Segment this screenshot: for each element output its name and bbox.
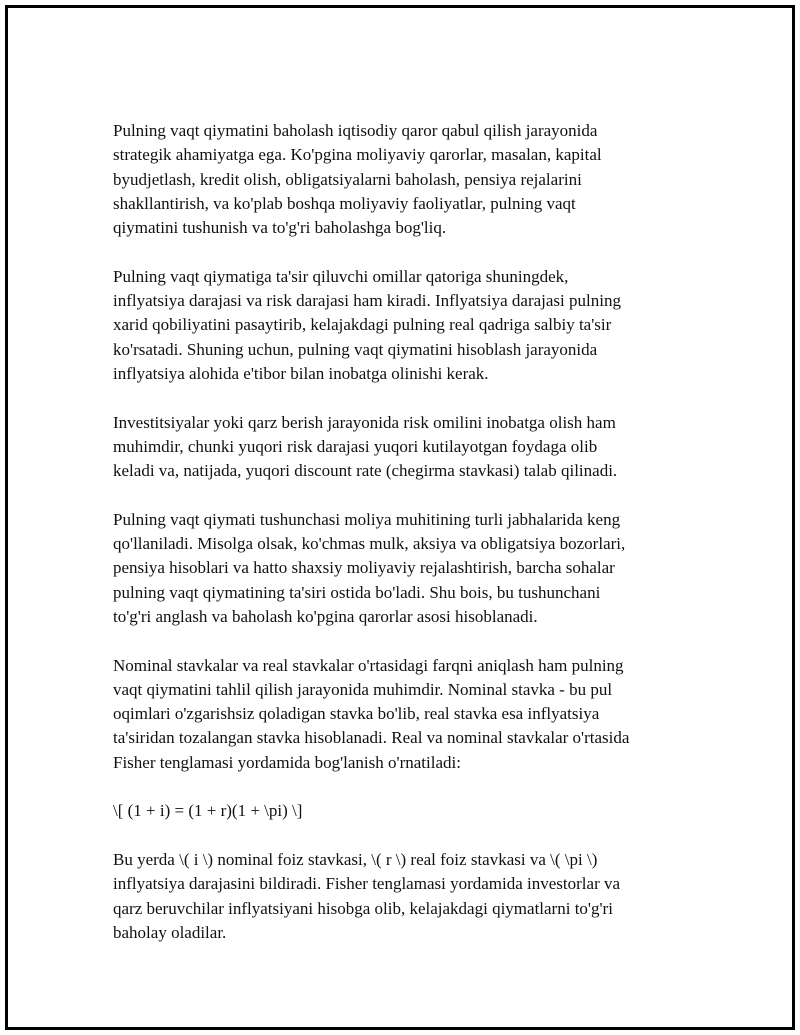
paragraph-investment-risk: Investitsiyalar yoki qarz berish jarayonida risk omilini inobatga olish ham muhimdir, chunki yuqori risk darajasi yuqori kutilayotgan foydaga olib keladi va, natijada, yuqori discount rate (chegirma stavkasi) talab qilinadi. [113,412,618,481]
fisher-equation: \[ (1 + i) = (1 + r)(1 + \pi) \] [113,801,303,821]
paragraph-applications: Pulning vaqt qiymati tushunchasi moliya muhitining turli jabhalarida keng qo'llaniladi. Misolga olsak, ko'chmas mulk, aksiya va obligatsiya bozorlari, pensiya hisoblari va hatto shaxsiy moliyaviy rejalashtirish, barcha sohalar pulning vaqt qiymatining ta'siri ostida bo'ladi. Shu bois, bu tushunchani to'g'ri anglash va baholash ko'pgina qarorlar asosi hisoblanadi. [113,509,626,626]
paragraph-time-value-importance: Pulning vaqt qiymatini baholash iqtisodiy qaror qabul qilish jarayonida strategik ahamiyatga ega. Ko'pgina moliyaviy qarorlar, masalan, kapital byudjetlash, kredit olish, obligatsiyalarni baholash, pensiya rejalarini shakllantirish, va ko'plab boshqa moliyaviy faoliyatlar, pulning vaqt qiymatini tushunish va to'g'ri baholashga bog'liq. [113,121,602,238]
paragraph-nominal-real-rates: Nominal stavkalar va real stavkalar o'rtasidagi farqni aniqlash ham pulning vaqt qiymatini tahlil qilish jarayonida muhimdir. Nominal stavka - bu pul oqimlari o'zgarishsiz qoladigan stavka bo'lib, real stavka esa inflyatsiya ta'siridan tozalangan stavka hisoblanadi. Real va nominal stavkalar o'rtasida Fisher tenglamasi yordamida bog'lanish o'rnatiladi: [113,655,630,772]
paragraph-inflation-risk: Pulning vaqt qiymatiga ta'sir qiluvchi omillar qatoriga shuningdek, inflyatsiya darajasi va risk darajasi ham kiradi. Inflyatsiya darajasi pulning xarid qobiliyatini pasaytirib, kelajakdagi pulning real qadriga salbiy ta'sir ko'rsatadi. Shuning uchun, pulning vaqt qiymatini hisoblash jarayonida inflyatsiya alohida e'tibor bilan inobatga olinishi kerak. [113,266,621,383]
document-body [113,119,708,969]
paragraph-fisher-explanation: Bu yerda \( i \) nominal foiz stavkasi, \( r \) real foiz stavkasi va \( \pi \) inflyatsiya darajasini bildiradi. Fisher tenglamasi yordamida investorlar va qarz beruvchilar inflyatsiyani hisobga olib, kelajakdagi qiymatlarni to'g'ri baholay oladilar. [113,849,621,942]
